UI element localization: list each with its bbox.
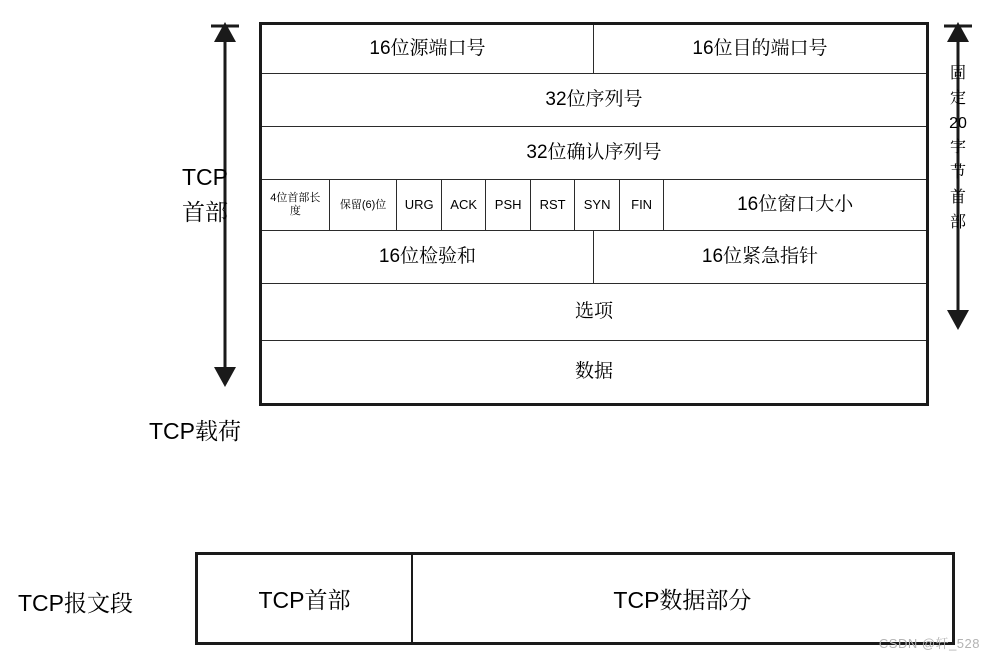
field-flag-ack: ACK	[442, 180, 486, 230]
field-window-size: 16位窗口大小	[737, 194, 854, 216]
field-header-length: 4位首部长度	[262, 180, 330, 230]
segment-data-cell: TCP数据部分	[613, 587, 752, 613]
tcp-payload-label: TCP载荷	[149, 418, 241, 444]
tcp-header-label	[150, 160, 260, 229]
tcp-segment-table	[195, 552, 955, 645]
field-data: 数据	[574, 361, 613, 383]
tcp-header-label-line2: 首部	[182, 198, 228, 225]
tcp-header-table	[259, 22, 929, 406]
field-flag-psh: PSH	[486, 180, 530, 230]
field-reserved: 保留(6)位	[330, 180, 398, 230]
field-ack-number: 32位确认序列号	[526, 142, 662, 164]
field-options: 选项	[574, 301, 613, 323]
tcp-segment-label: TCP报文段	[18, 590, 133, 616]
field-flag-urg: URG	[397, 180, 441, 230]
fixed-20-bytes-label: 固定20字节首部	[949, 65, 967, 231]
field-checksum: 16位检验和	[262, 231, 594, 283]
table-row-sequence	[262, 74, 926, 127]
field-flag-syn: SYN	[575, 180, 619, 230]
field-source-port: 16位源端口号	[262, 25, 594, 73]
table-row-data	[262, 341, 926, 403]
tcp-header-label-line1: TCP	[182, 164, 228, 190]
table-row-ports	[262, 25, 926, 74]
field-flag-rst: RST	[531, 180, 575, 230]
field-flag-fin: FIN	[620, 180, 664, 230]
table-row-flags	[262, 180, 926, 231]
field-destination-port: 16位目的端口号	[692, 38, 828, 60]
segment-header-cell: TCP首部	[198, 555, 413, 642]
watermark: CSDN @轩_528	[878, 636, 980, 651]
table-row-checksum	[262, 231, 926, 284]
table-row-ack	[262, 127, 926, 180]
table-row-options	[262, 284, 926, 341]
field-sequence-number: 32位序列号	[545, 89, 643, 111]
field-urgent-pointer: 16位紧急指针	[701, 246, 819, 268]
